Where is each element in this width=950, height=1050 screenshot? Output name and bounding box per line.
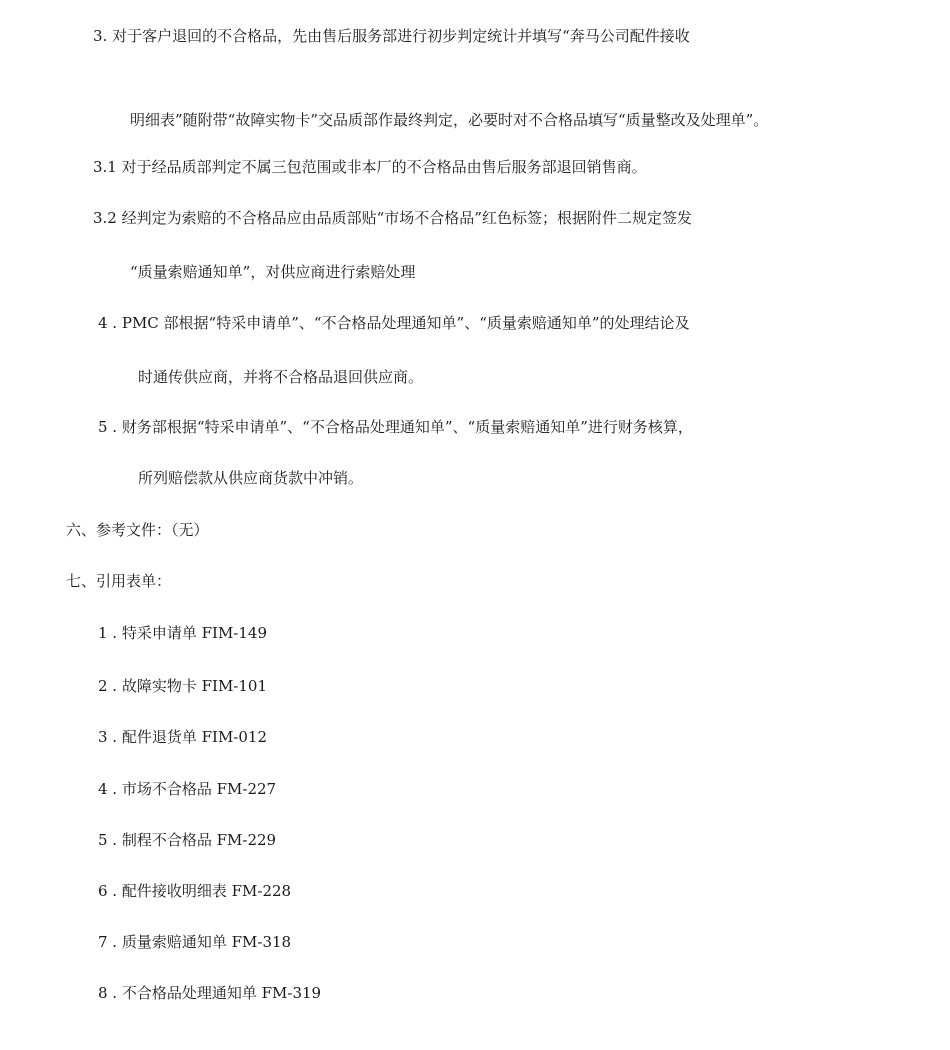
form-list-item: 1 . 特采申请单 FIM-149	[98, 624, 268, 642]
form-list-item: 6 . 配件接收明细表 FM-228	[98, 882, 292, 900]
paragraph-4-line-1: 4 . PMC 部根据“特采申请单”、“不合格品处理通知单”、“质量索赔通知单”的处理结论及	[98, 314, 690, 332]
paragraph-5-line-2: 所列赔偿款从供应商货款中冲销。	[138, 469, 364, 487]
section-seven-heading: 七、引用表单：	[66, 572, 172, 590]
paragraph-4-line-2: 时通传供应商，并将不合格品退回供应商。	[138, 368, 424, 386]
form-list-item: 2 . 故障实物卡 FIM-101	[98, 677, 268, 695]
paragraph-3-1: 3.1 对于经品质部判定不属三包范围或非本厂的不合格品由售后服务部退回销售商。	[93, 158, 647, 176]
form-list-item: 5 . 制程不合格品 FM-229	[98, 831, 277, 849]
paragraph-3-line-2: 明细表”随附带“故障实物卡”交品质部作最终判定，必要时对不合格品填写“质量整改及处理单”。	[130, 111, 769, 129]
paragraph-3-2-line-1: 3.2 经判定为索赔的不合格品应由品质部贴“市场不合格品”红色标签；根据附件二规定签发	[93, 209, 692, 227]
paragraph-5-line-1: 5 . 财务部根据“特采申请单”、“不合格品处理通知单”、“质量索赔通知单”进行财务核算，	[98, 418, 693, 436]
paragraph-3-line-1: 3. 对于客户退回的不合格品，先由售后服务部进行初步判定统计并填写“奔马公司配件接收	[93, 27, 690, 45]
form-list-item: 8 . 不合格品处理通知单 FM-319	[98, 984, 322, 1002]
section-six-heading: 六、参考文件：（无）	[66, 521, 209, 539]
form-list-item: 3 . 配件退货单 FIM-012	[98, 728, 268, 746]
form-list-item: 7 . 质量索赔通知单 FM-318	[98, 933, 292, 951]
paragraph-3-2-line-2: “质量索赔通知单”，对供应商进行索赔处理	[130, 263, 416, 281]
form-list-item: 4 . 市场不合格品 FM-227	[98, 780, 277, 798]
